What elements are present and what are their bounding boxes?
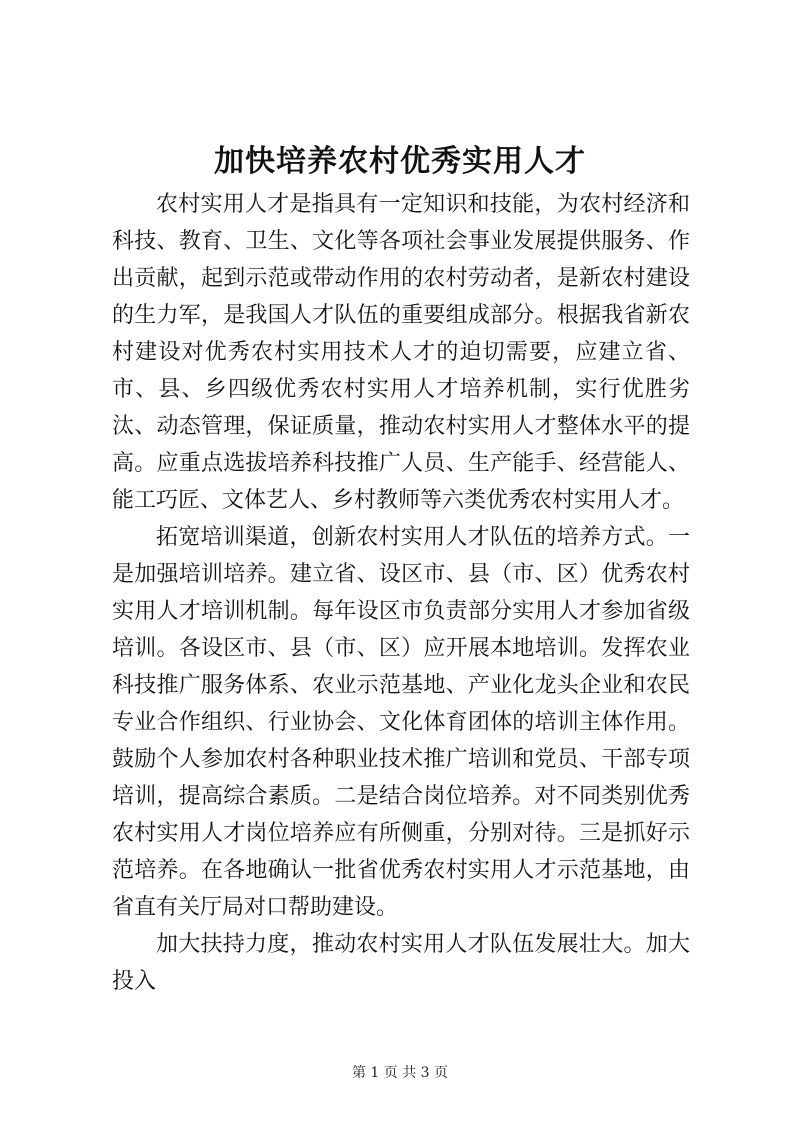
page-number-footer: 第 1 页 共 3 页 (351, 1065, 449, 1081)
paragraph-2: 拓宽培训渠道，创新农村实用人才队伍的培养方式。一是加强培训培养。建立省、设区市、县（市、区）优秀农村实用人才培训机制。每年设区市负责部分实用人才参加省级培训。各设区市、县（市、区）应开展本地培训。发挥农业科技推广服务体系、农业示范基地、产业化龙头企业和农民专业合作组织、行业协会、文化体育团体的培训主体作用。鼓励个人参加农村各种职业技术推广培训和党员、干部专项培训，提高综合素质。二是结合岗位培养。对不同类别优秀农村实用人才岗位培养应有所侧重，分别对待。三是抓好示范培养。在各地确认一批省优秀农村实用人才示范基地，由省直有关厅局对口帮助建设。 (112, 525, 690, 920)
paragraph-1: 农村实用人才是指具有一定知识和技能，为农村经济和科技、教育、卫生、文化等各项社会事业发展提供服务、作出贡献，起到示范或带动作用的农村劳动者，是新农村建设的生力军，是我国人才队伍的重要组成部分。根据我省新农村建设对优秀农村实用技术人才的迫切需要，应建立省、市、县、乡四级优秀农村实用人才培养机制，实行优胜劣汰、动态管理，保证质量，推动农村实用人才整体水平的提高。应重点选拔培养科技推广人员、生产能手、经营能人、能工巧匠、文体艺人、乡村教师等六类优秀农村实用人才。 (112, 192, 690, 513)
paragraph-3: 加大扶持力度，推动农村实用人才队伍发展壮大。加大投入 (112, 932, 690, 994)
document-body (112, 186, 690, 1000)
document-title: 加快培养农村优秀实用人才 (214, 144, 586, 179)
